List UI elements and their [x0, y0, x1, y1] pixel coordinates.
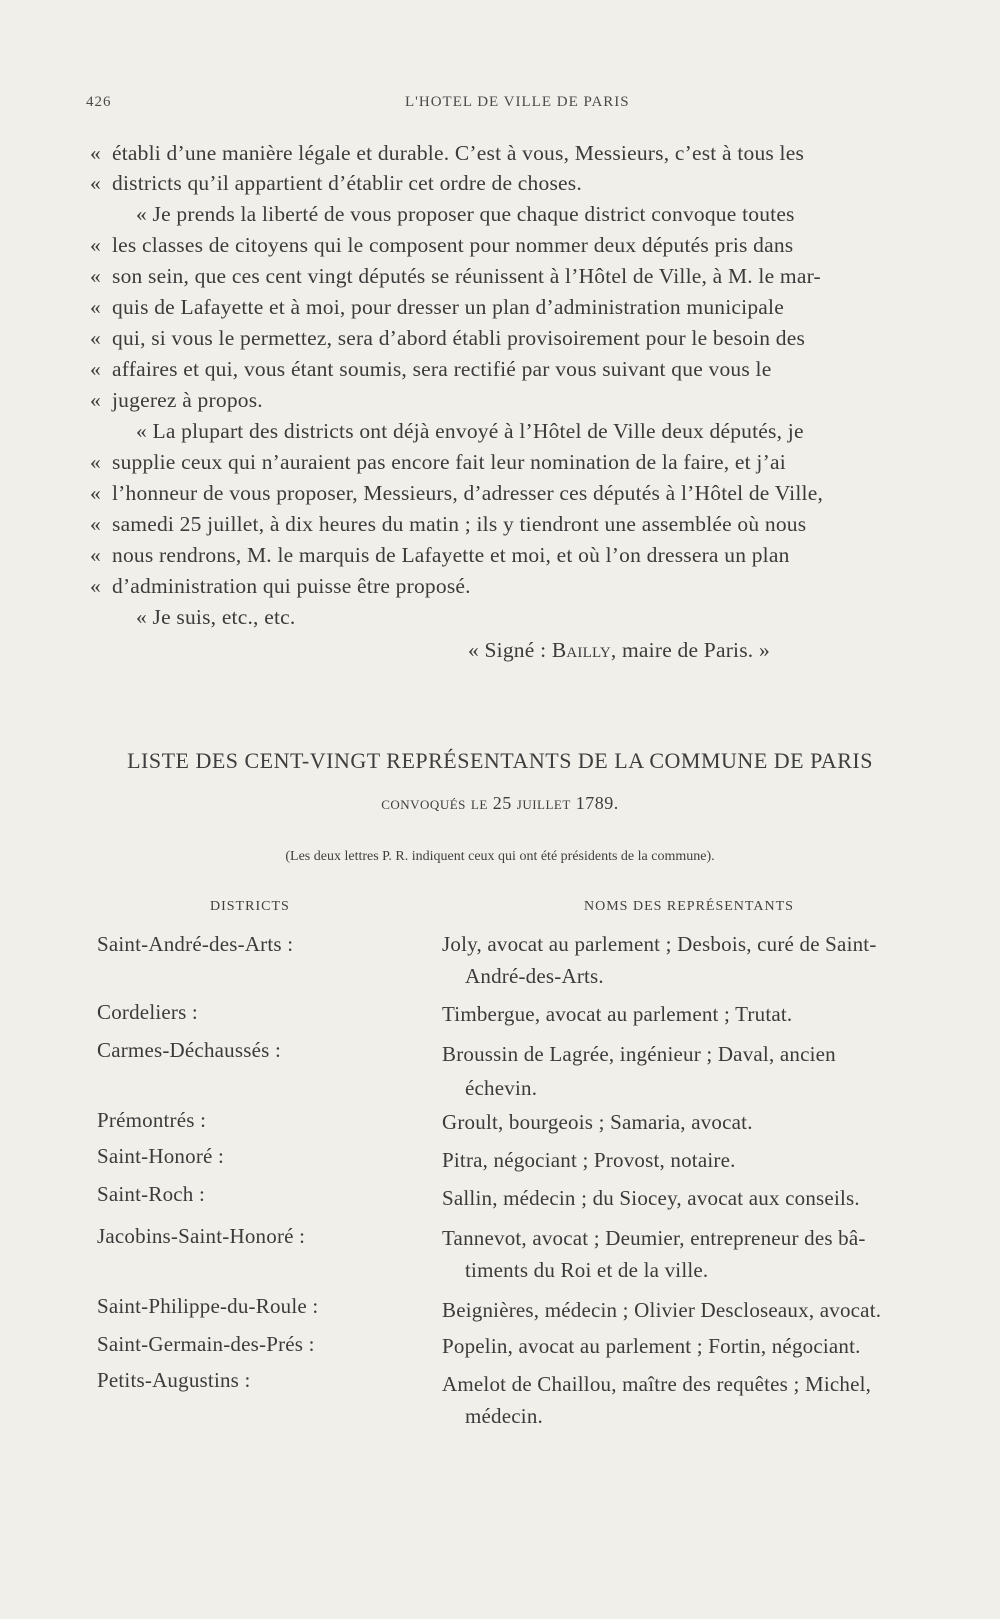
letter-line: « qui, si vous le permettez, sera d’abord établi provisoirement pour le besoin des [90, 326, 806, 350]
district-name: Jacobins-Saint-Honoré : [97, 1224, 306, 1248]
letter-line: « supplie ceux qui n’auraient pas encore fait leur nomination de la faire, et j’ai [90, 450, 786, 474]
letter-line: « quis de Lafayette et à moi, pour dresser un plan d’administration municipale [90, 295, 784, 319]
representatives: Timbergue, avocat au parlement ; Trutat. [442, 1002, 793, 1026]
list-title: LISTE DES CENT-VINGT REPRÉSENTANTS DE LA COMMUNE DE PARIS [127, 748, 873, 773]
letter-line: « nous rendrons, M. le marquis de Lafayette et moi, et où l’on dressera un plan [90, 543, 790, 567]
representatives: Beignières, médecin ; Olivier Descloseaux, avocat. [442, 1298, 882, 1322]
district-name: Saint-André-des-Arts : [97, 932, 294, 956]
representatives: Amelot de Chaillou, maître des requêtes ; Michel, [442, 1372, 872, 1396]
district-name: Saint-Honoré : [97, 1144, 225, 1168]
representatives: Tannevot, avocat ; Deumier, entrepreneur des bâ- [442, 1226, 866, 1250]
page-number: 426 [86, 94, 112, 110]
representatives-continued: timents du Roi et de la ville. [465, 1258, 709, 1282]
letter-line: « l’honneur de vous proposer, Messieurs, d’adresser ces députés à l’Hôtel de Ville, [90, 481, 824, 505]
district-name: Carmes-Déchaussés : [97, 1038, 281, 1062]
district-name: Prémontrés : [97, 1108, 207, 1132]
representatives: Sallin, médecin ; du Siocey, avocat aux conseils. [442, 1186, 860, 1210]
district-name: Petits-Augustins : [97, 1368, 251, 1392]
representatives-continued: André-des-Arts. [465, 964, 604, 988]
letter-line: « samedi 25 juillet, à dix heures du matin ; ils y tiendront une assemblée où nous [90, 512, 807, 536]
letter-line: « son sein, que ces cent vingt députés se réunissent à l’Hôtel de Ville, à M. le mar- [90, 264, 821, 288]
letter-line: « La plupart des districts ont déjà envoyé à l’Hôtel de Ville deux députés, je [136, 419, 804, 443]
letter-line: « Je suis, etc., etc. [136, 605, 296, 629]
letter-line: « affaires et qui, vous étant soumis, sera rectifié par vous suivant que vous le [90, 357, 772, 381]
representatives: Popelin, avocat au parlement ; Fortin, négociant. [442, 1334, 861, 1358]
representatives: Broussin de Lagrée, ingénieur ; Daval, ancien [442, 1042, 836, 1066]
letter-line: « Je prends la liberté de vous proposer que chaque district convoque toutes [136, 202, 795, 226]
list-subtitle: convoqués le 25 juillet 1789. [381, 793, 619, 813]
letter-line: « d’administration qui puisse être proposé. [90, 574, 471, 598]
district-name: Saint-Roch : [97, 1182, 205, 1206]
list-note: (Les deux lettres P. R. indiquent ceux qui ont été présidents de la commune). [285, 849, 715, 864]
running-title: L'HOTEL DE VILLE DE PARIS [405, 94, 630, 110]
representatives: Pitra, négociant ; Provost, notaire. [442, 1148, 736, 1172]
column-header-districts: DISTRICTS [210, 899, 290, 914]
representatives: Joly, avocat au parlement ; Desbois, curé de Saint- [442, 932, 877, 956]
district-name: Cordeliers : [97, 1000, 198, 1024]
representatives-continued: médecin. [465, 1404, 543, 1428]
representatives: Groult, bourgeois ; Samaria, avocat. [442, 1110, 753, 1134]
letter-line: « les classes de citoyens qui le composent pour nommer deux députés pris dans [90, 233, 794, 257]
column-header-names: NOMS DES REPRÉSENTANTS [584, 899, 794, 914]
letter-line: « districts qu’il appartient d’établir cet ordre de choses. [90, 171, 582, 195]
letter-line: « jugerez à propos. [90, 388, 263, 412]
district-name: Saint-Germain-des-Prés : [97, 1332, 315, 1356]
representatives-continued: échevin. [465, 1076, 538, 1100]
signatory-name: Bailly [551, 638, 611, 662]
letter-line: « établi d’une manière légale et durable. C’est à vous, Messieurs, c’est à tous les [90, 141, 805, 165]
letter-signature: « Signé : Bailly, maire de Paris. » [468, 638, 770, 662]
district-name: Saint-Philippe-du-Roule : [97, 1294, 319, 1318]
